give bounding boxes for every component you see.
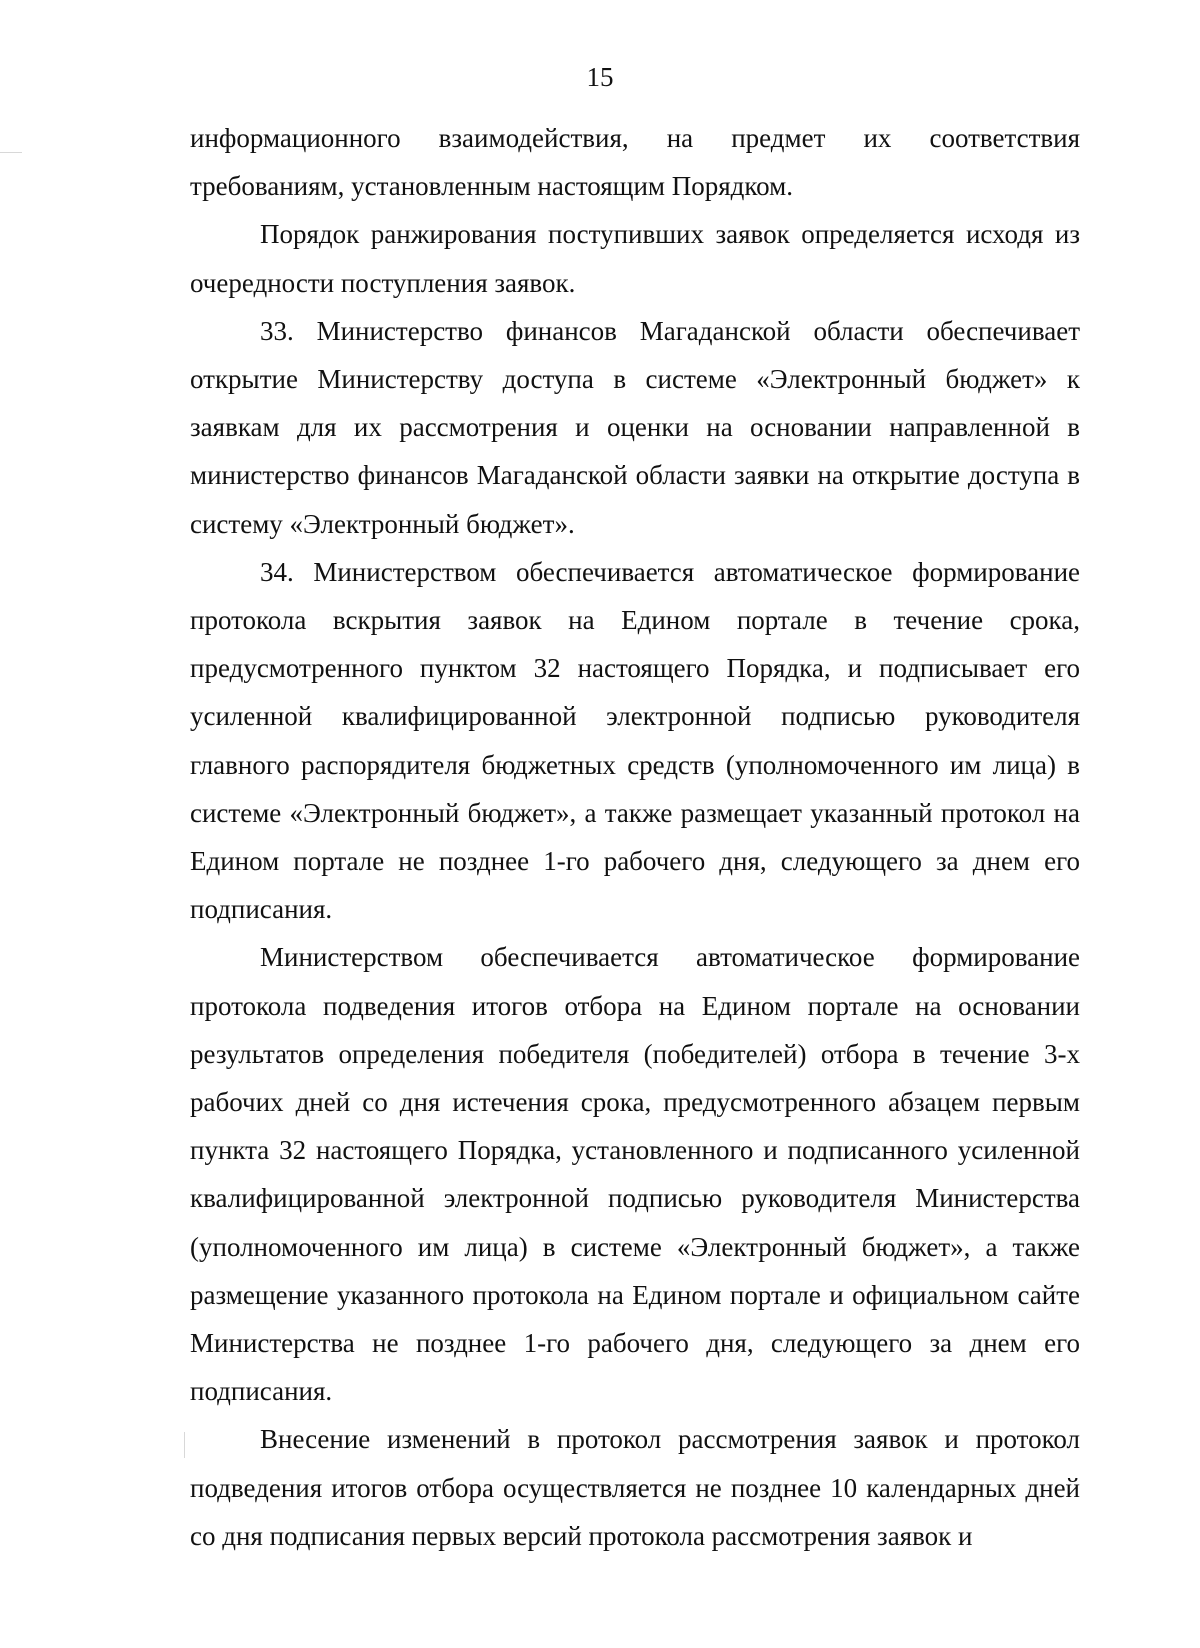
page-number: 15 (586, 62, 614, 92)
scan-edge-mark (0, 152, 22, 153)
paragraph-selection-results-protocol: Министерством обеспечивается автоматическое формирование протокола подведения итогов отбора на Едином портале на основании результатов определения победителя (победителей) отбора в течение 3-х рабочих дней со дня истечения срока, предусмотренного абзацем первым пункта 32 настоящего Порядка, установленного и подписанного усиленной квалифицированной электронной подписью руководителя Министерства (уполномоченного им лица) в системе «Электронный бюджет», а также размещение указанного протокола на Едином портале и официальном сайте Министерства не позднее 1-го рабочего дня, следующего за днем его подписания. (190, 942, 1080, 1407)
paragraph-item-33: 33. Министерство финансов Магаданской области обеспечивает открытие Министерству доступа в системе «Электронный бюджет» к заявкам для их рассмотрения и оценки на основании направленной в министерство финансов Магаданской области заявки на открытие доступа в систему «Электронный бюджет». (190, 315, 1080, 539)
document-body (190, 114, 1080, 1560)
scan-edge-mark (184, 1432, 185, 1458)
paragraph-ranking-order: Порядок ранжирования поступивших заявок определяется исходя из очередности поступления заявок. (190, 219, 1080, 298)
paragraph-item-34: 34. Министерством обеспечивается автоматическое формирование протокола вскрытия заявок на Едином портале в течение срока, предусмотренного пунктом 32 настоящего Порядка, и подписывает его усиленной квалифицированной электронной подписью руководителя главного распорядителя бюджетных средств (уполномоченного им лица) в системе «Электронный бюджет», а также размещает указанный протокол на Едином портале не позднее 1-го рабочего дня, следующего за днем его подписания. (190, 556, 1080, 925)
paragraph-continuation: информационного взаимодействия, на предмет их соответствия требованиям, установленным настоящим Порядком. (190, 123, 1080, 202)
paragraph-protocol-amendments: Внесение изменений в протокол рассмотрения заявок и протокол подведения итогов отбора осуществляется не позднее 10 календарных дней со дня подписания первых версий протокола рассмотрения заявок и (190, 1424, 1080, 1551)
